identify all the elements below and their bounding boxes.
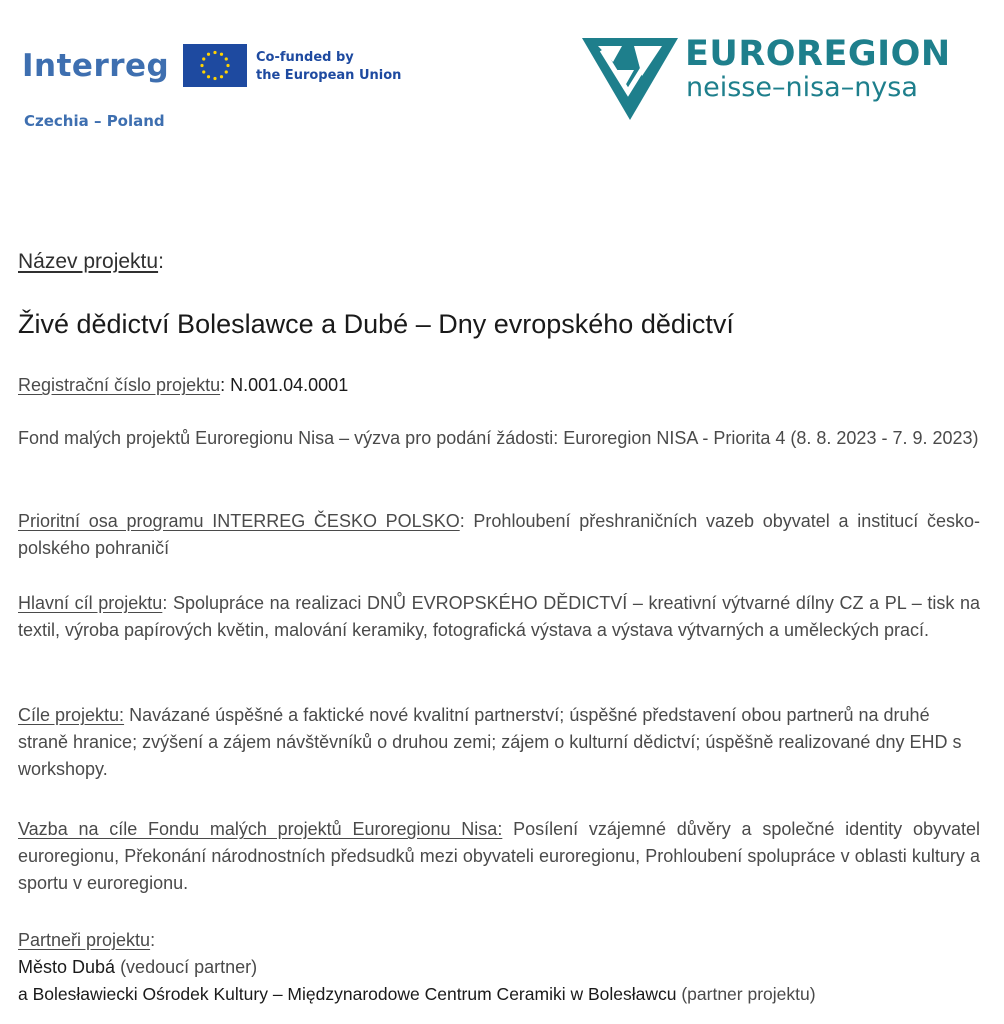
eu-flag-icon — [183, 44, 247, 87]
interreg-logo — [22, 42, 442, 142]
euroregion-title: EUROREGION — [685, 34, 951, 74]
partners-label: Partneři projektu — [18, 930, 151, 950]
cofunded-line-1: Co-funded by — [256, 50, 354, 65]
second-partner-prefix: a — [18, 984, 33, 1004]
euroregion-mark-icon — [582, 36, 678, 122]
eu-star — [226, 64, 229, 67]
priority-axis-value: Prohloubení přeshraničních vazeb obyvatel a institucí česko-polského pohraničí — [18, 511, 980, 558]
cofunded-line-2: the European Union — [256, 68, 402, 83]
fund-link-label: Vazba na cíle Fondu malých projektů Euroregionu Nisa: — [18, 819, 503, 839]
eu-star — [200, 64, 203, 67]
main-goal-label: Hlavní cíl projektu — [18, 593, 163, 613]
goals-value: Navázané úspěšné a faktické nové kvalitní partnerství; úspěšné představení obou partnerů na druhé straně hranice; zvýšení a zájem návštěvníků o druhou zemi; zájem o kulturní dědictví; úspěšně realizované dny EHD s workshopy. — [18, 705, 962, 779]
partners-heading — [18, 927, 980, 954]
program-region: Czechia – Poland — [24, 112, 165, 130]
fund-call-paragraph: Fond malých projektů Euroregionu Nisa – výzva pro podání žádosti: Euroregion NISA - Priorita 4 (8. 8. 2023 - 7. 9. 2023) — [18, 428, 979, 448]
fund-link-paragraph — [18, 816, 980, 897]
registration-number — [18, 372, 980, 399]
registration-value: N.001.04.0001 — [230, 375, 349, 395]
eu-star — [220, 75, 223, 78]
main-goal-value: Spolupráce na realizaci DNŮ EVROPSKÉHO DĚDICTVÍ – kreativní výtvarné dílny CZ a PL – tisk na textil, výroba papírových květin, malování keramiky, fotografická výstava a výstava výtvarných a uměleckých prací. — [18, 593, 981, 640]
main-goal-paragraph — [18, 590, 980, 644]
eu-star — [202, 57, 205, 60]
lead-partner — [18, 954, 980, 981]
lead-partner-name: Město Dubá — [18, 957, 116, 977]
priority-axis-label: Prioritní osa programu INTERREG ČESKO POLSKO — [18, 511, 460, 531]
priority-axis-separator: : — [459, 511, 474, 531]
project-name-label-text: Název projektu — [18, 250, 159, 273]
project-name-label-colon: : — [158, 250, 164, 273]
project-title: Živé dědictví Boleslawce a Dubé – Dny evropského dědictví — [18, 309, 734, 339]
eu-star — [225, 57, 228, 60]
eu-star — [213, 77, 216, 80]
goals-paragraph — [18, 702, 980, 783]
second-partner-name: Bolesławiecki Ośrodek Kultury – Międzynarodowe Centrum Ceramiki w Bolesławcu — [32, 984, 677, 1004]
registration-label: Registrační číslo projektu — [18, 375, 221, 395]
euroregion-logo — [582, 36, 982, 128]
euroregion-subtitle: neisse–nisa–nysa — [686, 72, 918, 103]
eu-star — [213, 51, 216, 54]
cofunded-text — [256, 49, 401, 85]
eu-star — [202, 70, 205, 73]
second-partner — [18, 981, 980, 1008]
partners-label-colon: : — [150, 930, 156, 950]
eu-stars-icon — [183, 44, 247, 87]
project-name-label — [18, 248, 980, 275]
eu-star — [220, 53, 223, 56]
eu-star — [207, 75, 210, 78]
eu-star — [225, 70, 228, 73]
priority-axis-paragraph — [18, 508, 980, 562]
partners-section — [18, 927, 980, 1008]
eu-star — [207, 53, 210, 56]
second-partner-role: (partner projektu) — [676, 984, 816, 1004]
registration-separator: : — [220, 375, 231, 395]
lead-partner-role: (vedoucí partner) — [115, 957, 258, 977]
interreg-wordmark: Interreg — [22, 48, 170, 84]
goals-label: Cíle projektu: — [18, 705, 125, 725]
main-goal-separator: : — [162, 593, 173, 613]
fund-link-separator — [502, 819, 513, 839]
fund-link-value: Posílení vzájemné důvěry a společné identity obyvatel euroregionu, Překonání národnostních předsudků mezi obyvateli euroregionu, Prohloubení spolupráce v oblasti kultury a sportu v euroregionu. — [18, 819, 980, 893]
